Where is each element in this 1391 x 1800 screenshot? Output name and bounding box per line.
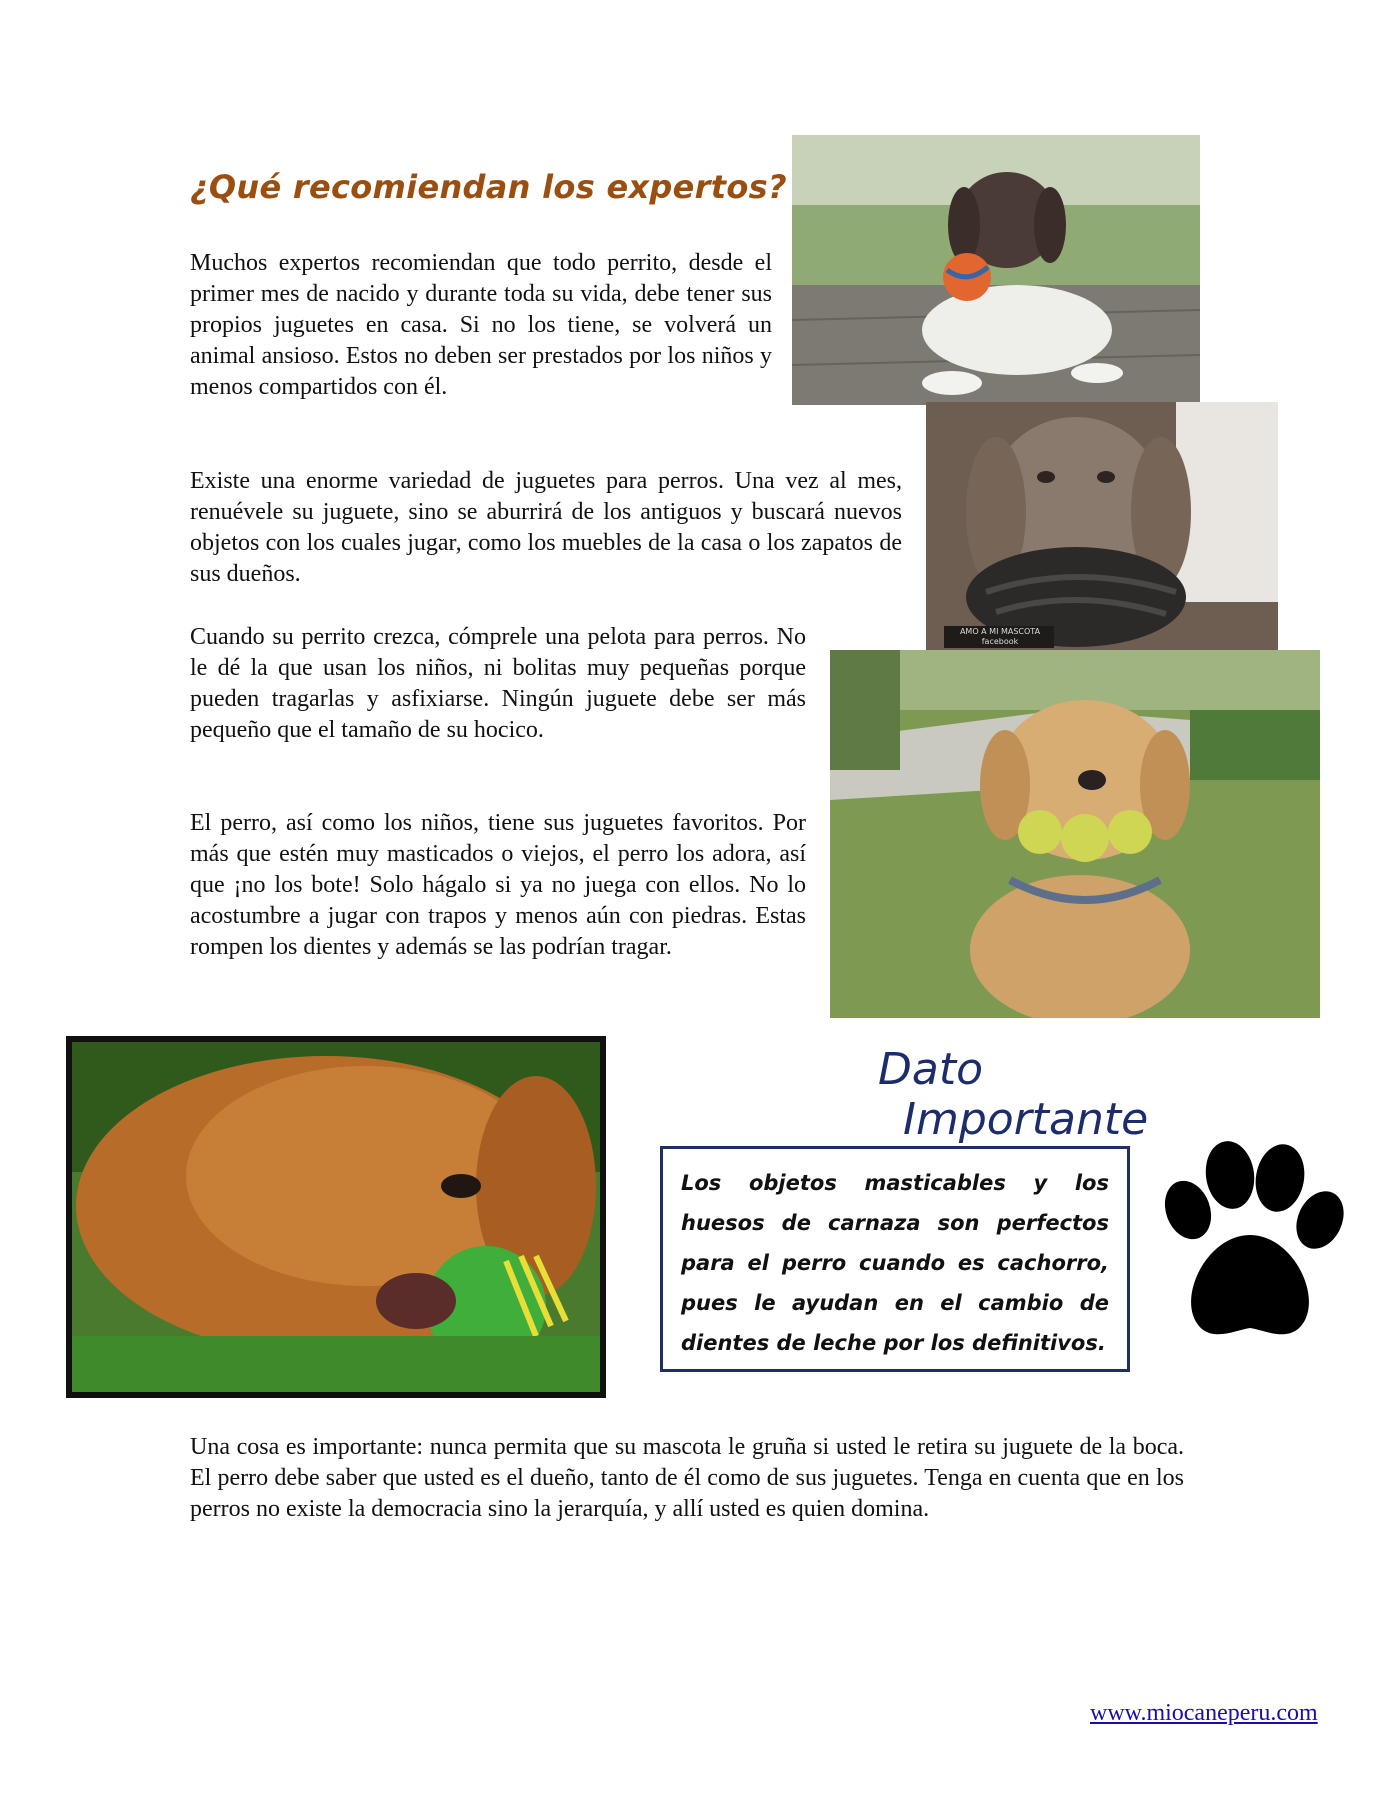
dato-title-line1: Dato	[878, 1044, 984, 1095]
retriever-chewing-ball-photo	[66, 1036, 606, 1398]
retriever-with-balls-photo	[830, 650, 1320, 1018]
paw-print-icon	[1150, 1140, 1350, 1350]
dog-chewing-shoe-photo	[926, 402, 1278, 650]
paragraph-1: Muchos expertos recomiendan que todo perrito, desde el primer mes de nacido y durante toda su vida, debe tener sus propios juguetes en casa. Si no los tiene, se volverá un animal ansioso. Estos no deben ser prestados por los niños y menos compartidos con él.	[190, 250, 772, 400]
paragraph-5: Una cosa es importante: nunca permita que su mascota le gruña si usted le retira su juguete de la boca. El perro debe saber que usted es el dueño, tanto de él como de sus juguetes. Tenga en cuenta que en los perros no existe la democracia sino la jerarquía, y allí usted es quien domina.	[190, 1434, 1184, 1522]
dato-title-line2: Importante	[903, 1094, 1149, 1145]
puppy-with-ball-photo	[792, 135, 1200, 405]
photo-caption-line1: AMO A MI MASCOTA	[959, 627, 1041, 636]
website-link[interactable]: www.miocaneperu.com	[1090, 1700, 1318, 1726]
paragraph-3: Cuando su perrito crezca, cómprele una pelota para perros. No le dé la que usan los niños, ni bolitas muy pequeñas porque pueden tragarlas y asfixiarse. Ningún juguete debe ser más pequeño que el tamaño de su hocico.	[190, 624, 806, 743]
paragraph-2: Existe una enorme variedad de juguetes para perros. Una vez al mes, renuévele su juguete, sino se aburrirá de los antiguos y buscará nuevos objetos con los cuales jugar, como los muebles de la casa o los zapatos de sus dueños.	[190, 468, 902, 587]
section-heading: ¿Qué recomiendan los expertos?	[190, 168, 787, 206]
photo-caption-line2: facebook	[981, 637, 1019, 646]
dato-box: Los objetos masticables y los huesos de carnaza son perfectos para el perro cuando es cachorro, pues le ayudan en el cambio de dientes de leche por los definitivos.	[660, 1146, 1130, 1372]
paragraph-4: El perro, así como los niños, tiene sus juguetes favoritos. Por más que estén muy masticados o viejos, el perro los adora, así que ¡no los bote! Solo hágalo si ya no juega con ellos. No lo acostumbre a jugar con trapos y menos aún con piedras. Estas rompen los dientes y además se las podrían tragar.	[190, 810, 806, 960]
